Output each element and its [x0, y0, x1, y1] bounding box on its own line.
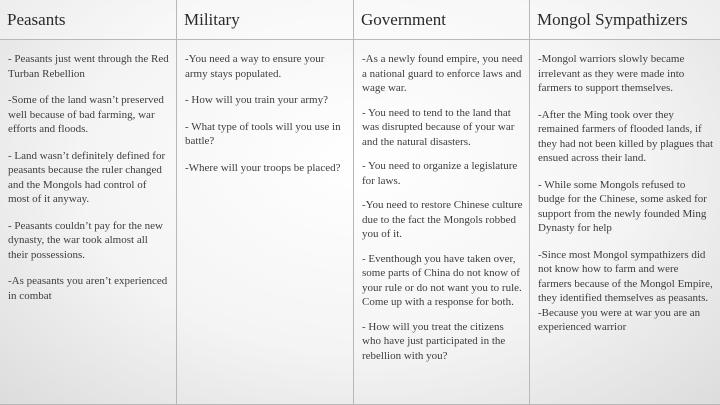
header-military: Military	[177, 0, 354, 40]
government-note: - You need to organize a legislature for laws.	[362, 160, 518, 187]
military-note: - What type of tools will you use in battle?	[185, 120, 341, 147]
mongol-sympathizers-column	[530, 40, 720, 405]
military-column	[177, 40, 354, 405]
peasants-note: - Land wasn’t definitely defined for peasants because the ruler changed and the Mongols had control of most of it anyway.	[8, 149, 166, 205]
header-government: Government	[354, 0, 530, 40]
military-note: -Where will your troops be placed?	[185, 161, 341, 174]
header-peasants: Peasants	[0, 0, 177, 40]
military-note: -You need a way to ensure your army stays populated.	[185, 53, 325, 80]
mongol-note: -After the Ming took over they remained farmers of flooded lands, if they had not been killed by plagues that ensued across their land.	[538, 108, 714, 164]
government-note: - How will you treat the citizens who have just participated in the rebellion with you?	[362, 320, 506, 362]
peasants-note: - Peasants couldn’t pay for the new dynasty, the war took almost all their possessions.	[8, 219, 163, 261]
government-note: -You need to restore Chinese culture due to the fact the Mongols robbed you of it.	[362, 199, 523, 240]
peasants-column	[0, 40, 177, 405]
government-note: - Eventhough you have taken over, some parts of China do not know of your rule or do not want you to rule. Come up with a response for both.	[362, 252, 522, 308]
mongol-note: -Since most Mongol sympathizers did not know how to farm and were farmers because of the Mongol Empire, they identified themselves as peasants. -Because you were at war you are an experienced warrior	[538, 248, 713, 333]
peasants-note: -Some of the land wasn’t preserved well because of bad farming, war efforts and floods.	[8, 94, 164, 135]
military-note: - How will you train your army?	[185, 94, 328, 106]
government-column	[354, 40, 530, 405]
mongol-note: - While some Mongols refused to budge for the Chinese, some asked for support from the newly founded Ming Dynasty for help	[538, 178, 707, 234]
government-note: -As a newly found empire, you need a national guard to enforce laws and wage war.	[362, 53, 523, 94]
peasants-note: - Peasants just went through the Red Turban Rebellion	[8, 53, 169, 80]
peasants-note: -As peasants you aren’t experienced in combat	[8, 275, 168, 302]
mongol-note: -Mongol warriors slowly became irrelevant as they were made into farmers to support themselves.	[538, 53, 685, 94]
government-note: - You need to tend to the land that was disrupted because of your war and the natural disasters.	[362, 106, 515, 148]
header-mongol-sympathizers: Mongol Sympathizers	[530, 0, 720, 40]
